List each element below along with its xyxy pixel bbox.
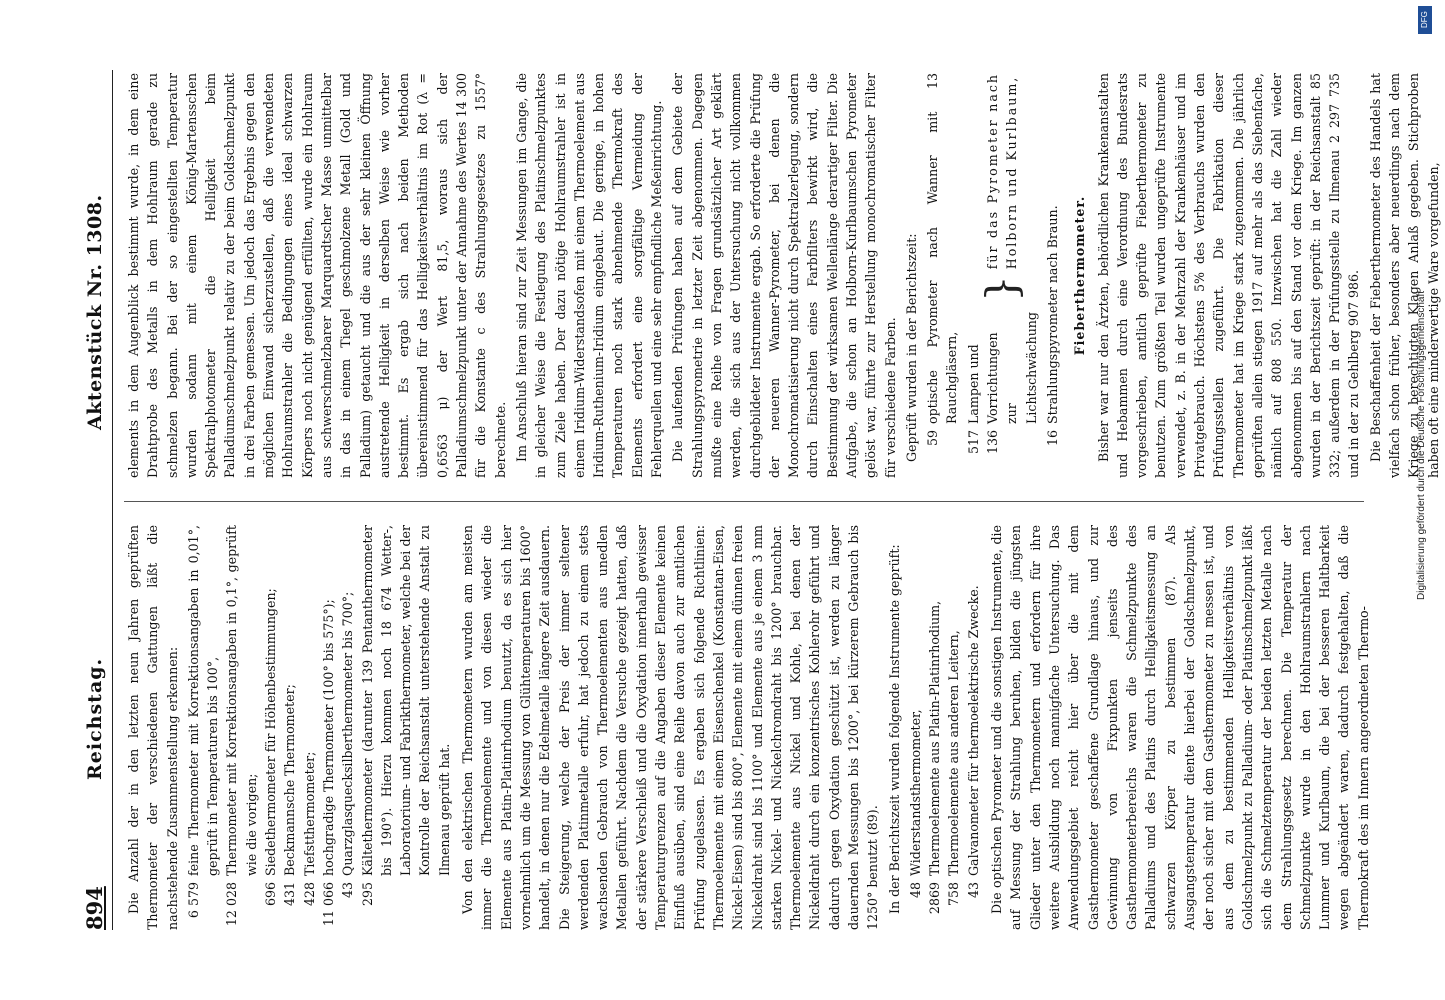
list-item: 428 Tiefstthermometer; xyxy=(301,751,317,907)
text-column-right xyxy=(124,73,1445,478)
list-item: 295 Kältethermometer (darunter 139 Pentanthermometer bis 190°). Hierzu kommen noch 18 674 Wetter-, Laboratorium- und Fabrikthermometer, welche bei der Kontrolle der Reichsanstalt unterstehende Anstalt zu Ilmenau geprüft hat. xyxy=(359,525,452,907)
list-item: 43 Quarzglasquecksilberthermometer bis 700°; xyxy=(340,591,356,899)
braced-list-group xyxy=(964,73,1041,478)
paragraph: In der Berichtszeit wurden folgende Instrumente geprüft: xyxy=(886,544,902,914)
paragraph: Bisher war nur den Ärzten, behördlichen Krankenanstalten und Hebammen durch eine Verordnung des Bundesrats vorgeschrieben, amtlich geprüfte Fieberthermometer zu benutzen. Zum größten Teil wurden ungeprüfte Instrumente verwendet, z. B. in der Mehrzahl der Krankenhäuser und im Privatgebrauch. Höchstens 5% des Verbrauchs wurden den Prüfungsstellen zugeführt. Die Fabrikation dieser Thermometer hat im Kriege stark zugenommen. Die jährlich geprüften allein stiegen 1917 auf mehr als das Siebenfache, nämlich auf 808 550. Inzwischen hat die Zahl wieder abgenommen bis auf den Stand vor dem Kriege. Im ganzen wurden in der Berichtszeit geprüft: in der Reichsanstalt 85 332; außerdem in der Prüfungsstelle zu Ilmenau 2 297 735 und in der zu Gehlberg 907 986. xyxy=(1095,73,1362,478)
list-item: 517 Lampen und xyxy=(965,344,981,455)
paragraph: Im Anschluß hieran sind zur Zeit Messungen im Gange, die in gleicher Weise die Festlegung des Platinschmelzpunktes zum Ziele haben. Der dazu nötige Hohlraumstrahler ist in einem Iridium-Widerstandsofen mit einem Thermoelement aus Iridium-Ruthenium-Iridium eingebaut. Die geringe, in hohen Temperaturen noch stark abnehmende Thermokraft des Elements erfordert eine sorgfältige Vermeidung der Fehlerquellen und eine sehr empfindliche Meßeinrichtung. xyxy=(513,73,665,478)
digitization-credit: Digitalisierung gefördert durch die Deutsche Forschungsgemeinschaft xyxy=(1416,290,1427,600)
list-item: 16 Strahlungspyrometer nach Braun. xyxy=(1044,205,1060,447)
section-heading: Fieberthermometer. xyxy=(1072,195,1088,356)
list-item: 431 Beckmannsche Thermometer; xyxy=(282,684,298,907)
text-column-left xyxy=(124,525,1375,930)
instrument-list xyxy=(184,525,454,930)
paragraph: elements in dem Augenblick bestimmt wurde, in dem eine Drahtprobe des Metalls in dem Hohlraum gerade zu schmelzen begann. Bei der so eingestellten Temperatur wurden sodann mit einem König-Martensschen Spektralphotometer die Helligkeit beim Palladiumschmelzpunkt relativ zu der beim Goldschmelzpunkt in drei Farben gemessen. Um jedoch das Ergebnis gegen den möglichen Einwand sicherzustellen, daß die verwendeten Hohlraumstrahler die Bedingungen eines ideal schwarzen Körpers noch nicht genügend erfüllten, wurde ein Hohlraum aus schwerschmelzbarer Marquardtscher Masse unmittelbar in das in einem Tiegel geschmolzene Metall (Gold und Palladium) getaucht und die aus der sehr kleinen Öffnung austretende Helligkeit in derselben Weise wie vorher bestimmt. Es ergab sich nach beiden Methoden übereinstimmend für das Helligkeitsverhältnis im Rot (λ = 0,6563 μ) der Wert 81,5, woraus sich der Palladiumschmelzpunkt unter der Annahme des Wertes 14 300 für die Konstante c des Strahlungsgesetzes zu 1557° berechnete. xyxy=(126,73,508,478)
list-item: 758 Thermoelemente aus anderen Leitern, xyxy=(946,630,962,907)
paragraph: Die optischen Pyrometer und die sonstigen Instrumente, die auf Messung der Strahlung beruhen, bilden die jüngsten Glieder unter den Thermometern und erfordern für ihre weitere Ausbildung noch mannigfache Untersuchung. Das Anwendungsgebiet reicht hier über die mit dem Gasthermometer geschaffene Grundlage hinaus, und zur Gewinnung von Fixpunkten jenseits des Gasthermometerbereichs waren die Schmelzpunkte des Palladiums und des Platins durch Helligkeitsmessung an schwarzen Körper zu bestimmen (87). Als Ausgangstemperatur diente hierbei der Goldschmelzpunkt, der noch sicher mit dem Gasthermometer zu messen ist, und aus dem zu bestimmenden Helligkeitsverhältnis von Goldschmelzpunkt zu Palladium- oder Platinschmelzpunkt läßt sich die Schmelztemperatur der beiden letzten Metalle nach dem Strahlungsgesetz berechnen. Die Temperatur der Schmelzpunkte wurde in den Hohlraumstrahlern nach Lummer und Kurlbaum, die bei der besseren Haltbarkeit wegen abgeändert waren, dadurch festgehalten, daß die Thermokraft des im Innern angeordneten Thermo- xyxy=(989,525,1371,930)
paragraph: Geprüft wurden in der Berichtszeit: xyxy=(903,233,919,462)
list-item: 12 028 Thermometer mit Korrektionsangaben in 0,1°, geprüft wie die vorigen; xyxy=(224,525,259,927)
dfg-logo: DFG xyxy=(1418,6,1432,34)
header-left-title: Reichstag. xyxy=(84,657,106,780)
list-item: 48 Widerstandsthermometer, xyxy=(907,709,923,899)
list-item: 2869 Thermoelemente aus Platin-Platinrhodium, xyxy=(927,600,943,915)
paragraph: Die laufenden Prüfungen haben auf dem Gebiete der Strahlungspyrometrie in letzter Zeit abgenommen. Dagegen mußte eine Reihe von Fragen grundsätzlicher Art geklärt werden, die sich aus der Untersuchung nicht vollkommen durchgebildeter Instrumente ergab. So erforderte die Prüfung der neueren Wanner-Pyrometer, bei denen die Monochromatisierung nicht durch Spektralzerlegung, sondern durch Einschalten eines Farbfilters bewirkt wird, die Bestimmung der wirksamen Wellenlänge derartiger Filter. Die Aufgabe, die schon an Holborn-Kurlbaumschen Pyrometer gelöst war, führte zur Herstellung monochromatischer Filter für verschiedene Farben. xyxy=(670,73,898,478)
paragraph: Die Anzahl der in den letzten neun Jahren geprüften Thermometer der verschiedenen Gattungen läßt die nachstehende Zusammenstellung erkennen: xyxy=(126,525,180,930)
list-item: 6 579 feine Thermometer mit Korrektionsangaben in 0,01°, geprüft in Temperaturen bis 100°, xyxy=(185,525,221,919)
paragraph: Die Beschaffenheit der Fieberthermometer des Handels hat vielfach schon früher, besonders aber neuerdings nach dem Kriege zu berechtigten Klagen Anlaß gegeben. Stichproben haben oft eine minderwertige Ware vorgefunden, xyxy=(1367,73,1441,478)
page-number: 894 xyxy=(82,886,107,930)
brace-label: für das Pyrometer nach Holborn und Kurlbaum, xyxy=(985,73,1020,270)
list-item: 136 Vorrichtungen zur Lichtschwächung xyxy=(985,312,1039,455)
instrument-list xyxy=(906,525,983,930)
paragraph: Von den elektrischen Thermometern wurden am meisten immer die Thermoelemente und von diesen wieder die Elemente aus Platin-Platinrhodium benutzt, da es sich hier vornehmlich um die Messung von Glühtemperaturen bis 1600° handelt, in denen nur die Edelmetalle längere Zeit ausdauern. Die Steigerung, welche der Preis der immer seltener werdenden Platinmetalle erfuhr, hat jedoch zu einem stets wachsenden Gebrauch von Thermoelementen aus unedlen Metallen geführt. Nachdem die Versuche gezeigt hatten, daß der stärkere Verschleiß und die Oxydation innerhalb gewisser Temperaturgrenzen auf die Angaben dieser Elemente keinen Einfluß ausüben, sind eine Reihe davon auch zur amtlichen Prüfung zugelassen. Es ergaben sich folgende Richtlinien: Thermoelemente mit einem Eisenschenkel (Konstantan-Eisen, Nickel-Eisen) sind bis 800°, Elemente mit einem dünnen freien Nickeldraht sind bis 1100° und Elemente aus je einem 3 mm starken Nickel- und Nickelchromdraht bis 1200° brauchbar. Thermoelemente aus Nickel und Kohle, bei denen der Nickeldraht durch ein konzentrisches Kohlerohr geführt und dadurch gegen Oxydation geschützt ist, werden zu länger dauernden Messungen bis 1200°, bei kürzerem Gebrauch bis 1250° benutzt (89). xyxy=(460,525,881,930)
list-item: 59 optische Pyrometer nach Wanner mit 13 Rauchgläsern, xyxy=(925,73,960,447)
header-right-title: Aktenstück Nr. 1308. xyxy=(84,194,106,430)
list-item: 696 Siedethermometer für Höhenbestimmungen; xyxy=(263,588,279,907)
curly-brace: } xyxy=(977,275,1027,302)
instrument-list xyxy=(923,73,1062,478)
column-divider xyxy=(124,501,1364,502)
page-header xyxy=(80,70,113,930)
list-item: 11 066 hochgradige Thermometer (100° bis 575°); xyxy=(320,599,336,927)
list-item: 43 Galvanometer für thermoelektrische Zwecke. xyxy=(965,585,981,899)
